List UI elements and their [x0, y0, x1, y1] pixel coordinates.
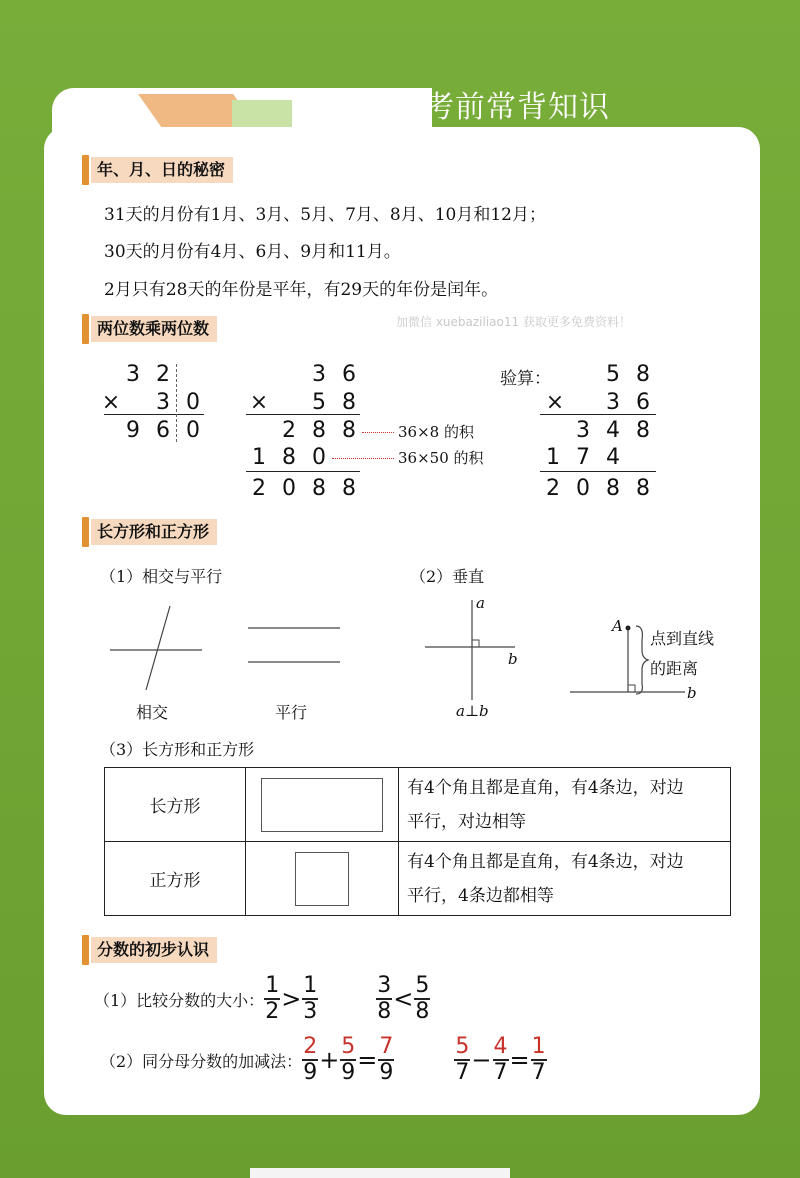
intersecting-lines	[110, 606, 202, 690]
denominator: 3	[303, 999, 318, 1024]
digit: 6	[342, 362, 356, 387]
operator: ×	[545, 390, 565, 415]
square-figure	[295, 852, 349, 906]
fraction	[340, 1035, 356, 1085]
digit: 2	[156, 362, 170, 387]
digit: 5	[606, 362, 620, 387]
digit: 8	[636, 476, 650, 501]
text-line: 30天的月份有4月、6月、9月和11月。	[104, 242, 401, 262]
denominator: 8	[377, 999, 392, 1024]
numerator: 1	[531, 1034, 546, 1059]
denominator: 8	[415, 999, 430, 1024]
fraction	[302, 974, 318, 1024]
note-partial-2: 36×50 的积	[398, 449, 484, 467]
description-line: 平行，对边相等	[407, 811, 526, 832]
numerator: 2	[303, 1034, 318, 1059]
section-marker	[82, 935, 89, 965]
equals: =	[509, 1046, 530, 1074]
digit: 9	[126, 418, 140, 443]
subheading: （2）同分母分数的加减法：	[100, 1051, 303, 1071]
description-line: 有4个角且都是直角，有4条边，对边	[407, 777, 684, 798]
section-title: 两位数乘两位数	[91, 316, 217, 342]
subheading: （3）长方形和正方形	[100, 740, 255, 759]
operator: +	[319, 1046, 340, 1074]
digit: 6	[636, 390, 650, 415]
digit: 2	[546, 476, 560, 501]
description-line: 有4个角且都是直角，有4条边，对边	[407, 851, 684, 872]
denominator: 9	[379, 1060, 394, 1085]
rectangle-figure	[261, 778, 383, 832]
table-row	[105, 842, 731, 916]
denominator: 9	[303, 1060, 318, 1085]
compare-operator: <	[393, 985, 414, 1013]
digit: 3	[126, 362, 140, 387]
table-row	[105, 768, 731, 842]
shape-figure	[246, 842, 399, 916]
digit: 0	[312, 445, 326, 470]
numerator: 5	[341, 1034, 356, 1059]
shape-name: 长方形	[105, 768, 246, 842]
digit: 4	[606, 418, 620, 443]
label-perpendicular: a⊥b	[456, 702, 489, 720]
shape-figure	[246, 768, 399, 842]
fraction	[454, 1035, 470, 1085]
label-line-a: a	[476, 594, 485, 612]
digit: 2	[282, 418, 296, 443]
digit: 3	[576, 418, 590, 443]
operator: −	[471, 1046, 492, 1074]
digit: 7	[576, 445, 590, 470]
shape-description	[399, 768, 731, 842]
digit: 3	[156, 390, 170, 415]
fraction	[302, 1035, 318, 1085]
digit: 8	[282, 445, 296, 470]
numerator: 7	[379, 1034, 394, 1059]
digit: 0	[186, 390, 200, 415]
digit: 8	[342, 418, 356, 443]
subheading: （1）比较分数的大小：	[94, 990, 265, 1010]
distance-label: 点到直线	[650, 629, 715, 648]
parallel-lines	[248, 628, 340, 662]
label-point-a: A	[612, 617, 623, 635]
subheading: （1）相交与平行	[100, 567, 223, 586]
numerator: 3	[377, 973, 392, 998]
digit: 8	[342, 476, 356, 501]
text-line: 2月只有28天的年份是平年，有29天的年份是闰年。	[104, 280, 499, 300]
bottom-strip	[250, 1168, 510, 1178]
digit: 0	[186, 418, 200, 443]
digit: 1	[546, 445, 560, 470]
fraction-compare-row	[94, 975, 430, 1023]
equals: =	[357, 1046, 378, 1074]
denominator: 7	[493, 1060, 508, 1085]
digit: 8	[312, 418, 326, 443]
compare-operator: >	[281, 985, 302, 1013]
section-title: 分数的初步认识	[91, 937, 217, 963]
fraction	[414, 974, 430, 1024]
label-line-b2: b	[687, 684, 697, 702]
digit: 8	[636, 418, 650, 443]
denominator: 7	[531, 1060, 546, 1085]
check-label: 验算：	[500, 369, 551, 389]
numerator: 1	[265, 973, 280, 998]
numerator: 5	[455, 1034, 470, 1059]
fraction	[264, 974, 280, 1024]
section-header-fractions	[82, 935, 217, 965]
numerator: 1	[303, 973, 318, 998]
digit: 8	[312, 476, 326, 501]
label-intersect: 相交	[136, 703, 169, 722]
digit: 3	[606, 390, 620, 415]
operator: ×	[249, 390, 269, 415]
numerator: 4	[493, 1034, 508, 1059]
fraction	[376, 974, 392, 1024]
numerator: 5	[415, 973, 430, 998]
digit: 8	[606, 476, 620, 501]
fraction	[531, 1035, 547, 1085]
text-line: 31天的月份有1月、3月、5月、7月、8月、10月和12月；	[104, 205, 546, 225]
denominator: 7	[455, 1060, 470, 1085]
note-partial-1: 36×8 的积	[398, 423, 474, 441]
digit: 0	[576, 476, 590, 501]
denominator: 2	[265, 999, 280, 1024]
operator: ×	[101, 390, 121, 415]
digit: 0	[282, 476, 296, 501]
digit: 3	[312, 362, 326, 387]
fraction	[378, 1035, 394, 1085]
digit: 6	[156, 418, 170, 443]
digit: 1	[252, 445, 266, 470]
section-title: 年、月、日的秘密	[91, 157, 233, 183]
digit: 2	[252, 476, 266, 501]
fraction-arithmetic-row	[100, 1034, 547, 1086]
label-parallel: 平行	[275, 703, 308, 722]
digit: 5	[312, 390, 326, 415]
label-line-b: b	[508, 650, 518, 668]
shapes-table	[104, 767, 731, 916]
distance-label: 的距离	[650, 659, 699, 678]
perpendicular-lines	[425, 600, 515, 700]
section-title: 长方形和正方形	[91, 519, 217, 545]
shape-name: 正方形	[105, 842, 246, 916]
description-line: 平行，4条边都相等	[407, 885, 554, 906]
digit: 4	[606, 445, 620, 470]
fraction	[493, 1035, 509, 1085]
shape-description	[399, 842, 731, 916]
page-title: 小学数学考前常背知识	[300, 90, 610, 125]
subheading: （2）垂直	[410, 567, 485, 586]
digit: 8	[636, 362, 650, 387]
digit: 8	[342, 390, 356, 415]
denominator: 9	[341, 1060, 356, 1085]
watermark: 加微信 xuebaziliao11 获取更多免费资料！	[396, 315, 631, 329]
